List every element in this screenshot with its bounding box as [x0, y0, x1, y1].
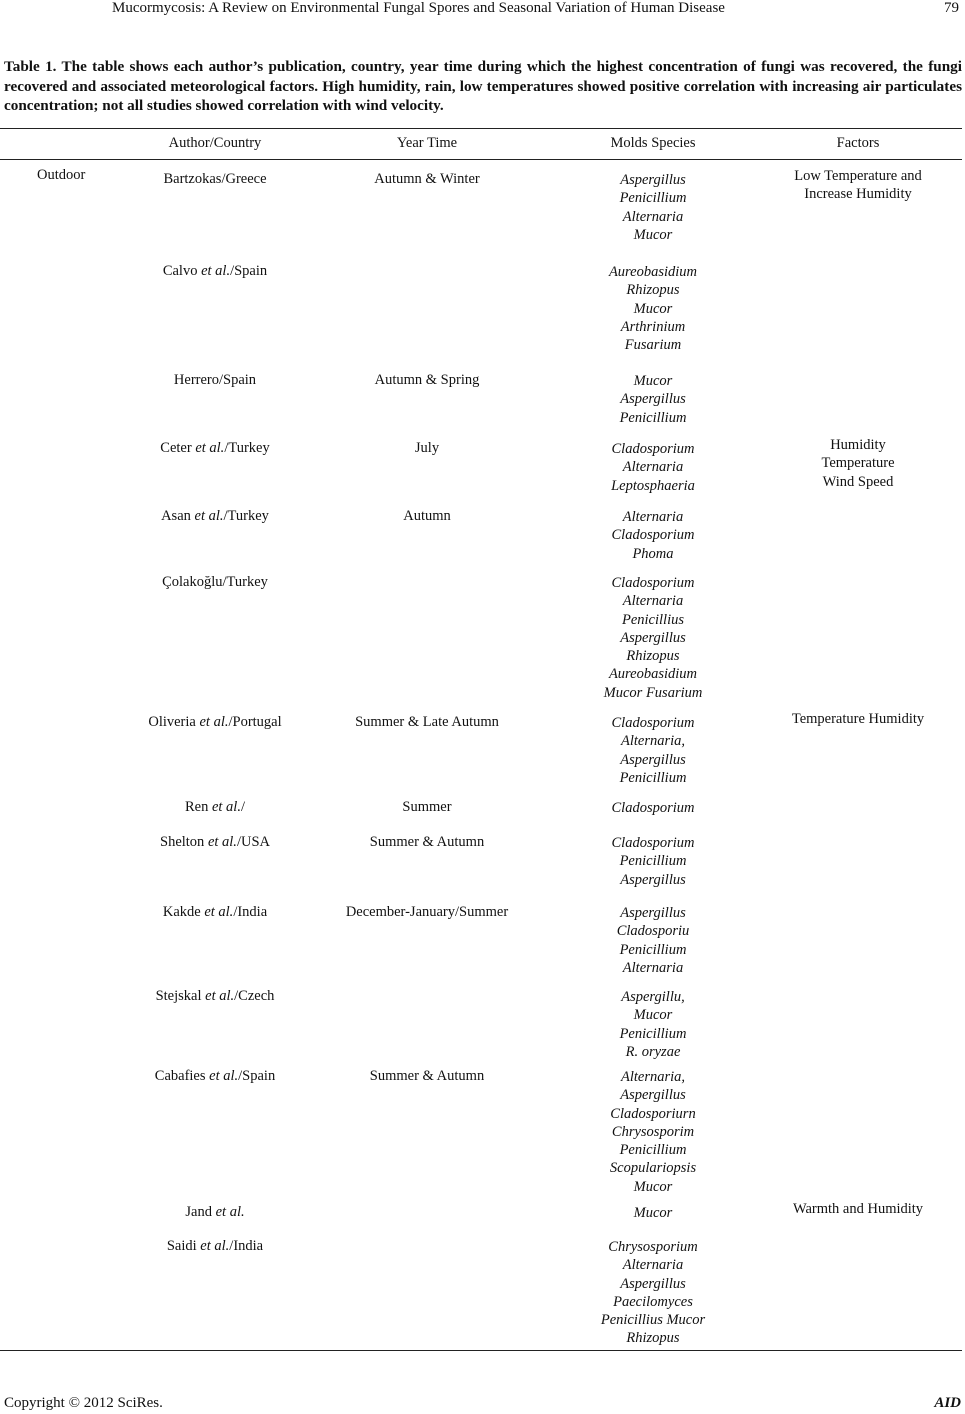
mold-species: Mucor: [633, 226, 673, 243]
et-al: et al.: [194, 508, 224, 524]
mold-species: Alternaria: [622, 208, 684, 225]
author-cell: [110, 507, 320, 525]
mold-species: Cladosporiurn: [610, 1105, 696, 1122]
page-number: 79: [944, 0, 959, 16]
mold-species: Cladosporium: [611, 527, 695, 544]
mold-species: Cladosporium: [611, 575, 695, 591]
mold-species: Alternaria: [622, 509, 684, 525]
author-country: /Portugal: [228, 714, 282, 730]
mold-species: Penicillium: [619, 409, 687, 426]
author-name: Çolakoğlu/Turkey: [162, 574, 268, 590]
molds-cell: [548, 799, 758, 817]
molds-cell: [548, 508, 758, 563]
author-cell: [110, 903, 320, 921]
author-name: Stejskal: [155, 988, 206, 1004]
mold-species: Mucor: [633, 1007, 673, 1024]
author-name: Jand: [185, 1204, 216, 1220]
mold-species: Mucor: [633, 300, 673, 317]
year-cell: Autumn: [403, 508, 451, 524]
year-cell: Summer: [402, 799, 452, 815]
author-name: Kakde: [162, 904, 205, 920]
column-header-author: Author/Country: [168, 135, 262, 151]
author-country: /India: [233, 904, 268, 920]
mold-species: Mucor Fusarium: [603, 684, 703, 701]
mold-species: Cladosporium: [611, 835, 695, 851]
author-name: Ren: [184, 799, 212, 815]
author-cell: [110, 798, 320, 816]
year-cell: Summer & Autumn: [369, 834, 485, 850]
factors-cell: [758, 1200, 958, 1218]
factor-line: Temperature: [821, 455, 895, 472]
mold-species: Penicillium: [619, 190, 687, 207]
mold-species: Phoma: [632, 545, 674, 562]
molds-cell: [548, 171, 758, 244]
et-al: et al.: [200, 1238, 230, 1254]
mold-species: Aureobasidium: [608, 666, 698, 683]
molds-cell: [548, 1068, 758, 1196]
author-cell: [110, 1203, 320, 1221]
mold-species: Aspergillus: [620, 172, 686, 188]
author-cell: [110, 170, 320, 188]
column-header-molds: Molds Species: [610, 135, 696, 151]
mold-species: Alternaria: [622, 959, 684, 976]
author-name: Shelton: [160, 834, 208, 850]
running-title: Mucormycosis: A Review on Environmental Fungal Spores and Seasonal Variation of Human Disease: [112, 0, 725, 16]
mold-species: Rhizopus: [626, 1330, 680, 1347]
mold-species: Aspergillus: [620, 1275, 686, 1292]
author-name: Bartzokas/Greece: [163, 171, 267, 187]
factor-line: Wind Speed: [822, 473, 894, 490]
author-cell: [110, 573, 320, 591]
copyright: Copyright © 2012 SciRes.: [4, 1395, 163, 1411]
et-al: et al.: [209, 1068, 239, 1084]
molds-cell: [548, 904, 758, 977]
author-name: Asan: [161, 508, 195, 524]
table-header-rule: [0, 159, 962, 160]
mold-species: Aspergillus: [620, 751, 686, 768]
year-cell: Summer & Late Autumn: [355, 714, 499, 730]
mold-species: Alternaria: [622, 1257, 684, 1274]
author-country: /: [240, 799, 245, 815]
molds-cell: [548, 372, 758, 427]
mold-species: R. oryzae: [625, 1043, 681, 1060]
mold-species: Aspergillus: [620, 629, 686, 646]
molds-cell: [548, 1238, 758, 1348]
et-al: et al.: [195, 440, 225, 456]
author-cell: [110, 1237, 320, 1255]
author-country: /Spain: [230, 263, 268, 279]
molds-cell: [548, 574, 758, 702]
year-cell: Autumn & Spring: [374, 372, 480, 388]
factors-cell: [758, 436, 958, 491]
author-cell: [110, 987, 320, 1005]
mold-species: Alternaria,: [620, 733, 686, 750]
mold-species: Penicillium: [619, 1142, 687, 1159]
mold-species: Aspergillus: [620, 871, 686, 888]
mold-species: Mucor: [633, 1178, 673, 1195]
mold-species: Rhizopus: [626, 282, 680, 299]
factors-cell: [758, 710, 958, 728]
mold-species: Alternaria: [622, 459, 684, 476]
mold-species: Aspergillu,: [621, 989, 685, 1005]
mold-species: Rhizopus: [626, 648, 680, 665]
table-top-rule: [0, 128, 962, 129]
mold-species: Aspergillus: [620, 905, 686, 921]
mold-species: Chrysosporim: [611, 1123, 695, 1140]
mold-species: Penicillium: [619, 941, 687, 958]
year-cell: July: [414, 440, 440, 456]
author-cell: [110, 1067, 320, 1085]
mold-species: Alternaria,: [620, 1069, 686, 1085]
author-country: /Spain: [238, 1068, 276, 1084]
mold-species: Mucor: [633, 373, 673, 389]
author-country: /Turkey: [223, 508, 269, 524]
mold-species: Penicillius: [621, 611, 684, 628]
factor-line: Warmth and Humidity: [792, 1201, 924, 1217]
year-cell: December-January/Summer: [345, 904, 509, 920]
table-caption: Table 1. The table shows each author’s publication, country, year time during which the highest concentration of fungi was recovered, the fungi recovered and associated meteorological factors. High humidity, rain, low temperatures showed positive correlation with increasing air particulates concentration; not all studies showed correlation with wind velocity.: [4, 58, 962, 114]
factor-line: Humidity: [830, 437, 886, 453]
et-al: et al.: [207, 834, 237, 850]
author-name: Herrero/Spain: [173, 372, 257, 388]
mold-species: Cladosporiu: [616, 923, 690, 940]
author-country: /USA: [236, 834, 270, 850]
mold-species: Fusarium: [624, 337, 682, 354]
author-cell: [110, 833, 320, 851]
mold-species: Arthrinium: [620, 318, 686, 335]
author-name: Cabafies: [154, 1068, 210, 1084]
mold-species: Penicillium: [619, 1025, 687, 1042]
et-al: et al.: [204, 904, 234, 920]
et-al: et al.: [211, 799, 241, 815]
mold-species: Alternaria: [622, 593, 684, 610]
mold-species: Mucor: [633, 1205, 673, 1221]
et-al: et al.: [205, 988, 235, 1004]
mold-species: Scopulariopsis: [609, 1160, 697, 1177]
author-country: /Turkey: [224, 440, 270, 456]
factor-line: Low Temperature and: [794, 168, 922, 184]
factors-cell: [758, 167, 958, 204]
author-name: Ceter: [160, 440, 196, 456]
mold-species: Aureobasidium: [608, 264, 698, 280]
factor-line: Temperature Humidity: [791, 711, 925, 727]
author-cell: [110, 439, 320, 457]
category-label: Outdoor: [37, 167, 86, 183]
mold-species: Leptosphaeria: [611, 477, 695, 494]
column-header-factors: Factors: [836, 135, 880, 151]
author-cell: [110, 371, 320, 389]
mold-species: Cladosporium: [611, 441, 695, 457]
author-name: Oliveria: [148, 714, 200, 730]
et-al: et al.: [215, 1204, 245, 1220]
molds-cell: [548, 834, 758, 889]
mold-species: Penicillius Mucor: [600, 1312, 706, 1329]
journal-abbrev: AID: [934, 1395, 961, 1411]
molds-cell: [548, 263, 758, 354]
et-al: et al.: [199, 714, 229, 730]
molds-cell: [548, 440, 758, 495]
column-header-year: Year Time: [396, 135, 458, 151]
molds-cell: [548, 714, 758, 787]
year-cell: Summer & Autumn: [369, 1068, 485, 1084]
page-header: [0, 0, 965, 22]
mold-species: Penicillium: [619, 853, 687, 870]
year-cell: Autumn & Winter: [374, 171, 480, 187]
author-name: Calvo: [162, 263, 202, 279]
mold-species: Penicillium: [619, 769, 687, 786]
mold-species: Chrysosporium: [608, 1239, 698, 1255]
author-cell: [110, 262, 320, 280]
et-al: et al.: [201, 263, 231, 279]
author-country: /Czech: [234, 988, 275, 1004]
mold-species: Cladosporium: [611, 715, 695, 731]
molds-cell: [548, 988, 758, 1061]
author-name: Saidi: [166, 1238, 201, 1254]
mold-species: Paecilomyces: [613, 1293, 693, 1310]
molds-cell: [548, 1204, 758, 1222]
mold-species: Cladosporium: [611, 800, 695, 816]
author-cell: [110, 713, 320, 731]
mold-species: Aspergillus: [620, 1087, 686, 1104]
mold-species: Aspergillus: [620, 391, 686, 408]
author-country: /India: [229, 1238, 264, 1254]
factor-line: Increase Humidity: [804, 186, 912, 203]
table-bottom-rule: [0, 1350, 962, 1351]
